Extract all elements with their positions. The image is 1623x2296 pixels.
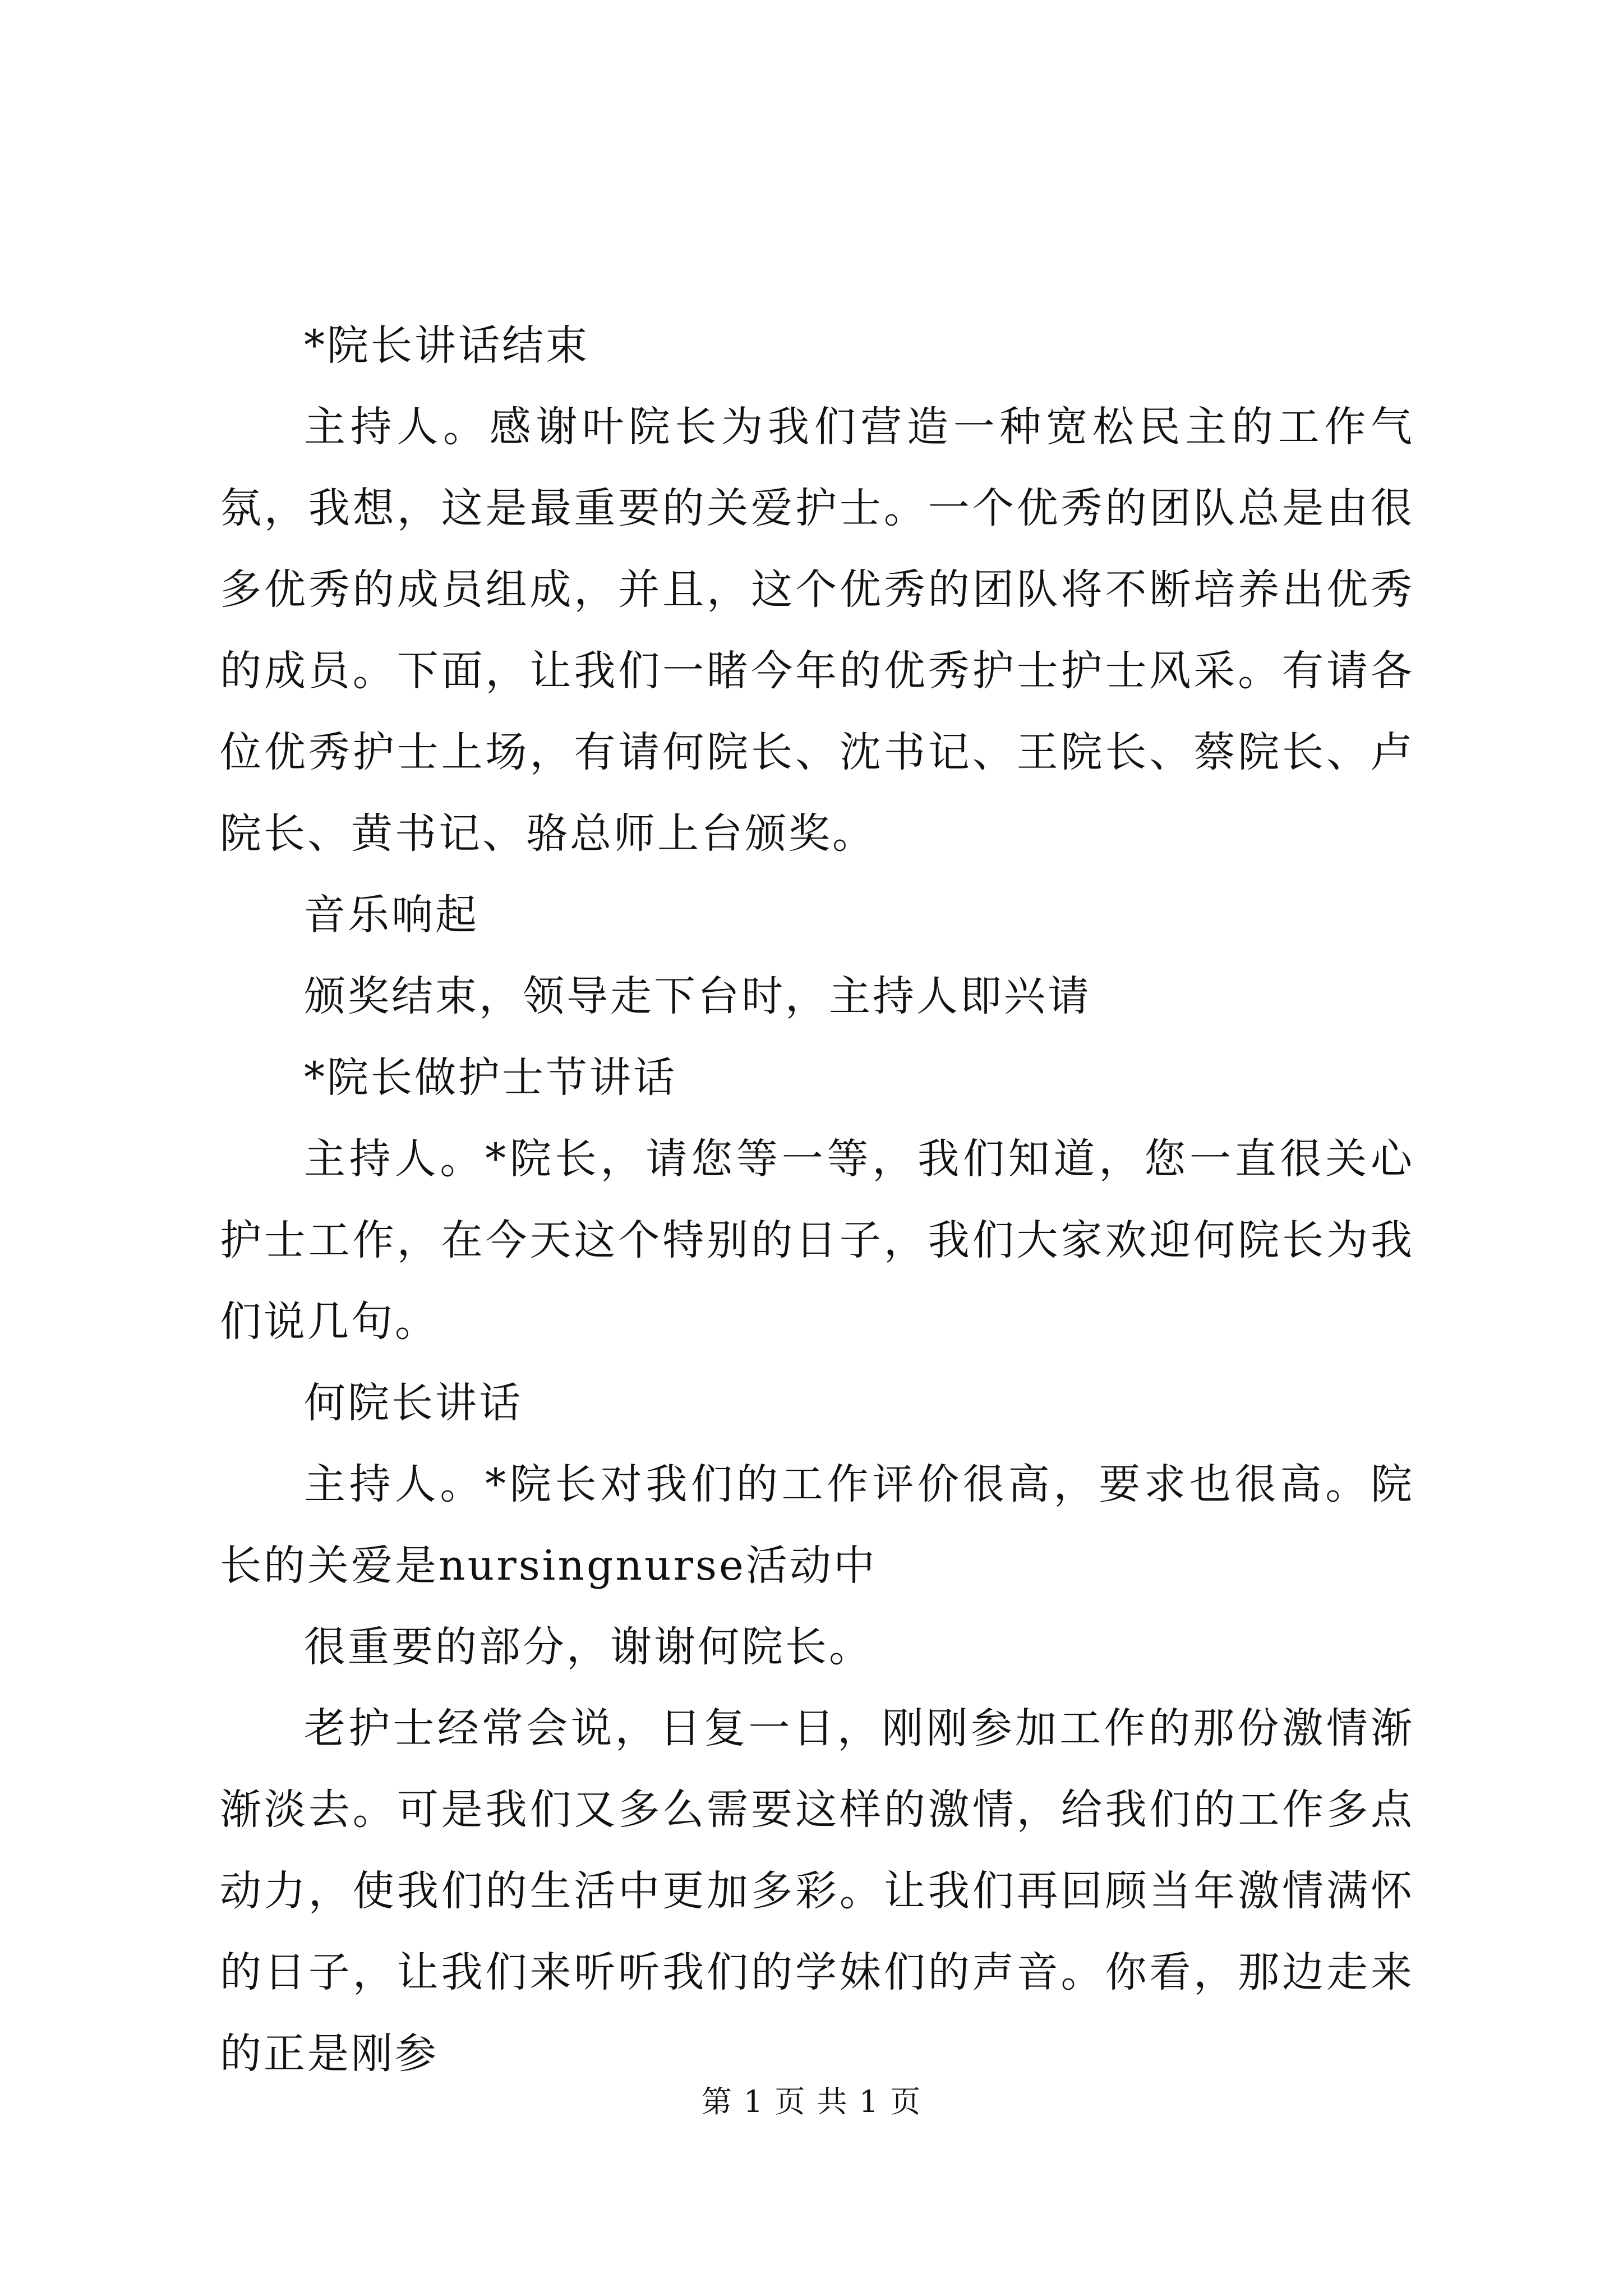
paragraph-dean-he-speech: 何院长讲话	[304, 1379, 523, 1427]
paragraph-dean-nurse-day: *院长做护士节讲话	[304, 1053, 677, 1102]
paragraph-thanks-dean: 很重要的部分，谢谢何院长。	[304, 1623, 873, 1671]
document-body	[220, 305, 1414, 2095]
paragraph-senior-nurses: 老护士经常会说，日复一日，刚刚参加工作的那份激情渐渐淡去。可是我们又多么需要这样的激情，给我们的工作多点动力，使我们的生活中更加多彩。让我们再回顾当年激情满怀的日子，让我们来听听我们的学妹们的声音。你看，那边走来的正是刚参	[220, 1704, 1414, 2078]
page-number-footer: 第 1 页 共 1 页	[701, 2084, 922, 2119]
paragraph-speech-end: *院长讲话结束	[304, 321, 589, 370]
paragraph-host-thanks: 主持人。感谢叶院长为我们营造一种宽松民主的工作气氛，我想，这是最重要的关爱护士。一个优秀的团队总是由很多优秀的成员组成，并且，这个优秀的团队将不断培养出优秀的成员。下面，让我们一睹今年的优秀护士护士风采。有请各位优秀护士上场，有请何院长、沈书记、王院长、蔡院长、卢院长、黄书记、骆总师上台颁奖。	[220, 403, 1414, 858]
paragraph-award-end: 颁奖结束，领导走下台时，主持人即兴请	[304, 972, 1091, 1020]
paragraph-host-invite: 主持人。*院长，请您等一等，我们知道，您一直很关心护士工作，在今天这个特别的日子，我们大家欢迎何院长为我们说几句。	[220, 1135, 1414, 1346]
paragraph-host-comment: 主持人。*院长对我们的工作评价很高，要求也很高。院长的关爱是nursingnurse活动中	[220, 1460, 1414, 1590]
paragraph-music: 音乐响起	[304, 891, 479, 939]
